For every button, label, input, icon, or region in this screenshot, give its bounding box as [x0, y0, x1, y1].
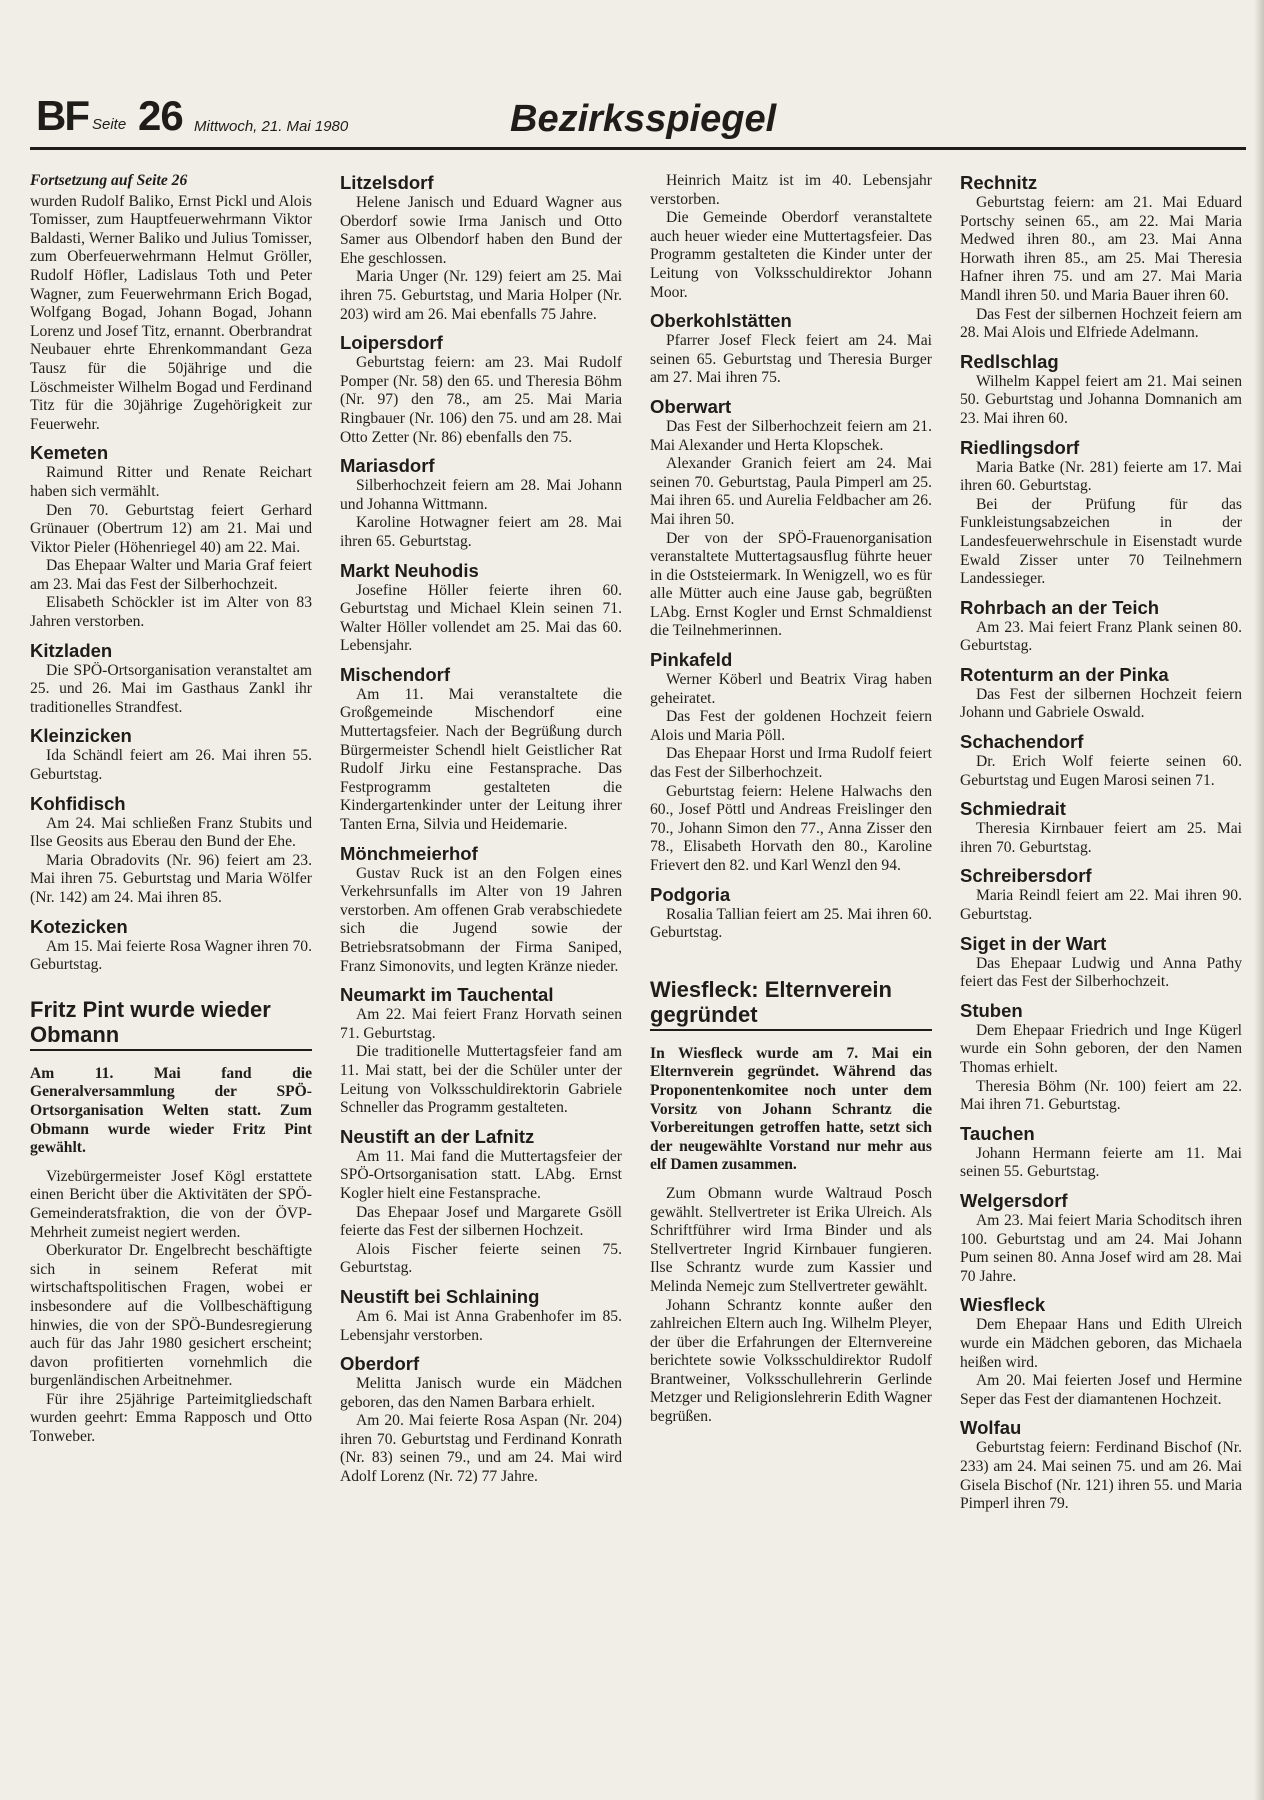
heading-loipersdorf: Loipersdorf	[340, 332, 443, 354]
article-text: Die SPÖ-Ortsorganisation veranstaltet am 25. und 26. Mai im Gasthaus Zankl ihr traditionelles Strandfest.	[30, 661, 312, 716]
article-text: Am 11. Mai veranstaltete die Großgemeinde Mischendorf eine Muttertagsfeier. Nach der Begrüßung durch Bürgermeister Schendl hielt Geistlicher Rat Rudolf Jirku eine Festansprache. Das Festprogramm gestalteten die Kindergartenkinder unter der Leitung ihrer Tanten Erna, Silvia und Heidemarie.	[340, 685, 622, 834]
article-text: Johann Hermann feierte am 11. Mai seinen 55. Geburtstag.	[960, 1144, 1242, 1181]
heading-rechnitz: Rechnitz	[960, 172, 1038, 193]
article-text: Am 20. Mai feierte Rosa Aspan (Nr. 204) ihren 70. Geburtstag und Ferdinand Konrath (Nr. 83) seinen 79., und am 24. Mai wird Adolf Lorenz (Nr. 72) 77 Jahre.	[340, 1412, 622, 1486]
heading-wolfau: Wolfau	[960, 1417, 1022, 1439]
article-text: Geburtstag feiern: Helene Halwachs den 60., Josef Pöttl und Andreas Freislinger den 70., Johann Simon den 77., Anna Zisser den 78., Elisabeth Horvath den 80., Karoline Frievert den 82. und Karl Wenzl den 94.	[650, 782, 932, 874]
heading-oberwart: Oberwart	[650, 395, 732, 417]
article-text: Für ihre 25jährige Parteimitgliedschaft wurden geehrt: Emma Rapposch und Otto Tonweber.	[30, 1390, 312, 1446]
article-text: Am 6. Mai ist Anna Grabenhofer im 85. Lebensjahr verstorben.	[340, 1307, 622, 1344]
headline-wiesfleck-elternverein: Wiesfleck: Elternverein gegründet	[650, 977, 932, 1031]
article-text: Geburtstag feiern: Ferdinand Bischof (Nr. 233) am 24. Mai seinen 75. und am 26. Mai Gisela Bischof (Nr. 121) ihren 55. und Maria Pimperl ihren 79.	[960, 1439, 1242, 1513]
article-text: Maria Unger (Nr. 129) feiert am 25. Mai ihren 75. Geburtstag, und Maria Holper (Nr. 203) wird am 26. Mai ebenfalls 75 Jahre.	[340, 268, 622, 323]
masthead-rule	[30, 147, 1246, 150]
heading-kohfidisch: Kohfidisch	[30, 792, 126, 814]
column-3	[650, 172, 932, 1427]
article-text: Rosalia Tallian feiert am 25. Mai ihren 60. Geburtstag.	[650, 905, 932, 942]
page-number: 26	[138, 92, 183, 139]
article-text: Das Fest der silbernen Hochzeit feiern Johann und Gabriele Oswald.	[960, 685, 1242, 722]
article-text: Maria Obradovits (Nr. 96) feiert am 23. Mai ihren 75. Geburtstag und Maria Wölfer (Nr. 142) am 24. Mai ihren 85.	[30, 851, 312, 906]
article-text: Der von der SPÖ-Frauenorganisation veranstaltete Muttertagsausflug führte heuer in die Oststeiermark. In Wenigzell, wo es für alle Mütter auch eine Jause gab, begrüßten LAbg. Ernst Kogler und Ernst Schmaldienst die Teilnehmerinnen.	[650, 529, 932, 640]
heading-neumarkt: Neumarkt im Tauchental	[340, 984, 554, 1006]
article-text: wurden Rudolf Baliko, Ernst Pickl und Alois Tomisser, zum Hauptfeuerwehrmann Viktor Baldasti, Werner Baliko und Julius Tomisser, zum Oberfeuerwehrmann Helmut Gröller, Rudolf Höfler, Ladislaus Toth und Peter Wagner, zum Feuerwehrmann Erich Bogad, Wolfgang Bogad, Johann Bogad, Johann Lorenz und Josef Titz, ernannt. Oberbrandrat Neubauer ehrte Ehrenkommandant Geza Tausz für die 50jährige und die Löschmeister Wilhelm Bogad und Ferdinand Titz für die 30jährige Zugehörigkeit zur Feuerwehr.	[30, 192, 312, 433]
issue-date: Mittwoch, 21. Mai 1980	[194, 118, 349, 135]
heading-kleinzicken: Kleinzicken	[30, 725, 132, 747]
article-text: Pfarrer Josef Fleck feiert am 24. Mai seinen 65. Geburtstag und Theresia Burger am 27. Mai ihren 75.	[650, 332, 932, 387]
continuation-note: Fortsetzung auf Seite 26	[30, 172, 188, 189]
heading-kitzladen: Kitzladen	[30, 639, 113, 661]
article-text: Ida Schändl feiert am 26. Mai ihren 55. Geburtstag.	[30, 747, 312, 784]
heading-neustift-schlaining: Neustift bei Schlaining	[340, 1285, 540, 1307]
article-text: Silberhochzeit feiern am 28. Mai Johann und Johanna Wittmann.	[340, 477, 622, 513]
heading-neustift-lafnitz: Neustift an der Lafnitz	[340, 1125, 535, 1147]
heading-podgoria: Podgoria	[650, 883, 731, 905]
article-text: Josefine Höller feierte ihren 60. Geburtstag und Michael Klein seinen 71. Walter Höller vollendet am 25. Mai das 60. Lebensjahr.	[340, 581, 622, 655]
article-text: Den 70. Geburtstag feiert Gerhard Grünauer (Obertrum 12) am 21. Mai und Viktor Pieler (Höhenriegel 40) am 22. Mai.	[30, 501, 312, 556]
article-text: Die Gemeinde Oberdorf veranstaltete auch heuer wieder eine Muttertagsfeier. Das Programm gestalteten die Kinder unter der Leitung von Volksschuldirektor Johann Moor.	[650, 209, 932, 301]
heading-markt-neuhodis: Markt Neuhodis	[340, 559, 479, 581]
column-4	[960, 172, 1242, 1514]
article-text: Alexander Granich feiert am 24. Mai seinen 70. Geburtstag, Paula Pimperl am 25. Mai ihren 65. und Aurelia Feldbacher am 26. Mai ihren 50.	[650, 455, 932, 528]
article-text: Dem Ehepaar Hans und Edith Ulreich wurde ein Mädchen geboren, das Michaela heißen wird.	[960, 1316, 1242, 1371]
page-label: Seite	[92, 116, 127, 133]
article-text: Das Ehepaar Ludwig und Anna Pathy feiert das Fest der Silberhochzeit.	[960, 954, 1242, 991]
heading-schachendorf: Schachendorf	[960, 731, 1084, 753]
heading-tauchen: Tauchen	[960, 1122, 1035, 1144]
heading-moenchmeierhof: Mönchmeierhof	[340, 842, 478, 864]
article-text: Theresia Böhm (Nr. 100) feiert am 22. Mai ihren 71. Geburtstag.	[960, 1077, 1242, 1114]
article-text: Zum Obmann wurde Waltraud Posch gewählt. Stellvertreter ist Erika Ulreich. Als Schriftführer wird Irma Binder und als Stellvertreter Ingrid Kirnbauer fungieren. Ilse Schrantz wurde zum Kassier und Melinda Nemejc zum Stellvertreter gewählt.	[650, 1184, 932, 1295]
article-text: Am 15. Mai feierte Rosa Wagner ihren 70. Geburtstag.	[30, 937, 312, 974]
column-2	[340, 172, 622, 1487]
heading-kemeten: Kemeten	[30, 442, 109, 464]
article-text: Die traditionelle Muttertagsfeier fand am 11. Mai statt, bei der die Schüler unter der Leitung von Volksschuldirektorin Gabriele Schneller das Programm gestalteten.	[340, 1043, 622, 1117]
heading-kotezicken: Kotezicken	[30, 915, 128, 937]
article-text: Das Fest der goldenen Hochzeit feiern Alois und Maria Pöll.	[650, 708, 932, 744]
article-text: Wilhelm Kappel feiert am 21. Mai seinen 50. Geburtstag und Johanna Domnanich am 23. Mai ihren 60.	[960, 372, 1242, 427]
article-text: Das Ehepaar Horst und Irma Rudolf feiert das Fest der Silberhochzeit.	[650, 745, 932, 782]
article-text: Am 23. Mai feiert Maria Schoditsch ihren 100. Geburtstag und am 24. Mai Johann Pum seinen 80. Anna Josef wird am 28. Mai 70 Jahre.	[960, 1211, 1242, 1285]
article-text: Karoline Hotwagner feiert am 28. Mai ihren 65. Geburtstag.	[340, 514, 622, 550]
heading-schreibersdorf: Schreibersdorf	[960, 865, 1092, 887]
headline-fritz-pint: Fritz Pint wurde wieder Obmann	[30, 997, 312, 1051]
article-text: Maria Reindl feiert am 22. Mai ihren 90. Geburtstag.	[960, 887, 1242, 924]
article-text: Melitta Janisch wurde ein Mädchen geboren, das den Namen Barbara erhielt.	[340, 1375, 622, 1411]
article-text: Das Ehepaar Josef und Margarete Gsöll feierte das Fest der silbernen Hochzeit.	[340, 1203, 622, 1240]
article-text: Am 20. Mai feierten Josef und Hermine Seper das Fest der diamantenen Hochzeit.	[960, 1372, 1242, 1408]
article-text: Am 24. Mai schließen Franz Stubits und Ilse Geosits aus Eberau den Bund der Ehe.	[30, 814, 312, 851]
page-edge-shadow	[1254, 0, 1264, 1800]
section-title: Bezirksspiegel	[510, 98, 777, 140]
heading-pinkafeld: Pinkafeld	[650, 649, 733, 671]
article-text: Dem Ehepaar Friedrich und Inge Kügerl wurde ein Sohn geboren, der den Namen Thomas erhielt.	[960, 1021, 1242, 1076]
article-text: Werner Köberl und Beatrix Virag haben geheiratet.	[650, 671, 932, 707]
article-lead: Am 11. Mai fand die Generalversammlung der SPÖ-Ortsorganisation Welten statt. Zum Obmann wurde wieder Fritz Pint gewählt.	[30, 1064, 312, 1157]
heading-oberdorf: Oberdorf	[340, 1353, 420, 1375]
heading-mischendorf: Mischendorf	[340, 663, 450, 685]
article-text: Dr. Erich Wolf feierte seinen 60. Geburtstag und Eugen Marosi seinen 71.	[960, 753, 1242, 789]
article-text: Theresia Kirnbauer feiert am 25. Mai ihren 70. Geburtstag.	[960, 820, 1242, 856]
article-text: Am 11. Mai fand die Muttertagsfeier der SPÖ-Ortsorganisation statt. LAbg. Ernst Kogler hielt eine Festansprache.	[340, 1147, 622, 1202]
article-text: Alois Fischer feierte seinen 75. Geburtstag.	[340, 1240, 622, 1277]
article-text: Am 23. Mai feiert Franz Plank seinen 80. Geburtstag.	[960, 618, 1242, 655]
article-text: Das Fest der Silberhochzeit feiern am 21. Mai Alexander und Herta Klopschek.	[650, 417, 932, 454]
article-text: Oberkurator Dr. Engelbrecht beschäftigte sich in seinem Referat mit wirtschaftspolitischen Fragen, wobei er insbesondere auf die Vollbeschäftigung hinwies, die von der SPÖ-Bundesregierung auch für das Jahr 1980 gesichert erscheint; davon profitierten vornehmlich die burgenländischen Arbeitnehmer.	[30, 1242, 312, 1390]
article-text: Elisabeth Schöckler ist im Alter von 83 Jahren verstorben.	[30, 594, 312, 631]
article-text: Bei der Prüfung für das Funkleistungsabzeichen in der Landesfeuerwehrschule in Eisenstadt wurde Ewald Zisser unter 70 Teilnehmern Landessieger.	[960, 495, 1242, 588]
heading-oberkohlstaetten: Oberkohlstätten	[650, 310, 792, 332]
article-text: Das Fest der silbernen Hochzeit feiern am 28. Mai Alois und Elfriede Adelmann.	[960, 305, 1242, 342]
heading-riedlingsdorf: Riedlingsdorf	[960, 436, 1080, 458]
brand-logo: BF	[36, 92, 88, 139]
heading-redlschlag: Redlschlag	[960, 350, 1059, 372]
article-text: Gustav Ruck ist an den Folgen eines Verkehrsunfalls im Alter von 19 Jahren verstorben. Am offenen Grab verabschiedete sich die Jugend sowie der Betriebsratsobmann der Firma Saniped, Franz Simonovits, und legten Kränze nieder.	[340, 864, 622, 975]
article-text: Am 22. Mai feiert Franz Horvath seinen 71. Geburtstag.	[340, 1006, 622, 1042]
article-lead: In Wiesfleck wurde am 7. Mai ein Elternverein gegründet. Während das Proponentenkomitee noch unter dem Vorsitz von Johann Schrantz die Vorbereitungen getroffen hatte, setzt sich der neugewählte Vorstand nur mehr aus elf Damen zusammen.	[650, 1044, 932, 1174]
masthead	[36, 92, 1246, 142]
article-text: Heinrich Maitz ist im 40. Lebensjahr verstorben.	[650, 172, 932, 208]
article-text: Maria Batke (Nr. 281) feierte am 17. Mai ihren 60. Geburtstag.	[960, 458, 1242, 495]
heading-siget: Siget in der Wart	[960, 932, 1107, 954]
column-1	[30, 172, 312, 1447]
article-text: Das Ehepaar Walter und Maria Graf feiert am 23. Mai das Fest der Silberhochzeit.	[30, 557, 312, 593]
heading-rohrbach: Rohrbach an der Teich	[960, 596, 1160, 618]
article-text: Raimund Ritter und Renate Reichart haben sich vermählt.	[30, 464, 312, 500]
article-text: Vizebürgermeister Josef Kögl erstattete einen Bericht über die Aktivitäten der SPÖ-Gemeinderatsfraktion, die von der ÖVP-Mehrheit zumeist negiert werden.	[30, 1167, 312, 1241]
heading-stuben: Stuben	[960, 999, 1023, 1021]
heading-schmiedrait: Schmiedrait	[960, 798, 1066, 820]
heading-welgersdorf: Welgersdorf	[960, 1189, 1068, 1211]
heading-litzelsdorf: Litzelsdorf	[340, 172, 434, 193]
heading-mariasdorf: Mariasdorf	[340, 455, 435, 477]
heading-wiesfleck: Wiesfleck	[960, 1294, 1046, 1316]
article-text: Johann Schrantz konnte außer den zahlreichen Eltern auch Ing. Wilhelm Pleyer, der über die Erfahrungen der Elternvereine berichtete sowie Volksschuldirektor Rudolf Brantweiner, Volksschullehrerin Gerlinde Metzger und Religionslehrerin Edith Wagner begrüßen.	[650, 1296, 932, 1426]
article-text: Geburtstag feiern: am 23. Mai Rudolf Pomper (Nr. 58) den 65. und Theresia Böhm (Nr. 97) den 78., am 25. Mai Maria Ringbauer (Nr. 106) den 75. und am 28. Mai Otto Zetter (Nr. 86) ebenfalls den 75.	[340, 354, 622, 446]
article-text: Geburtstag feiern: am 21. Mai Eduard Portschy seinen 65., am 22. Mai Maria Medwed ihren 80., am 23. Mai Anna Horwath ihren 85., am 25. Mai Theresia Hafner ihren 75. und am 27. Mai Maria Mandl ihren 50. und Maria Bauer ihren 60.	[960, 194, 1242, 304]
heading-rotenturm: Rotenturm an der Pinka	[960, 663, 1169, 685]
article-text: Helene Janisch und Eduard Wagner aus Oberdorf sowie Irma Janisch und Otto Samer aus Olbendorf haben den Bund der Ehe geschlossen.	[340, 194, 622, 267]
